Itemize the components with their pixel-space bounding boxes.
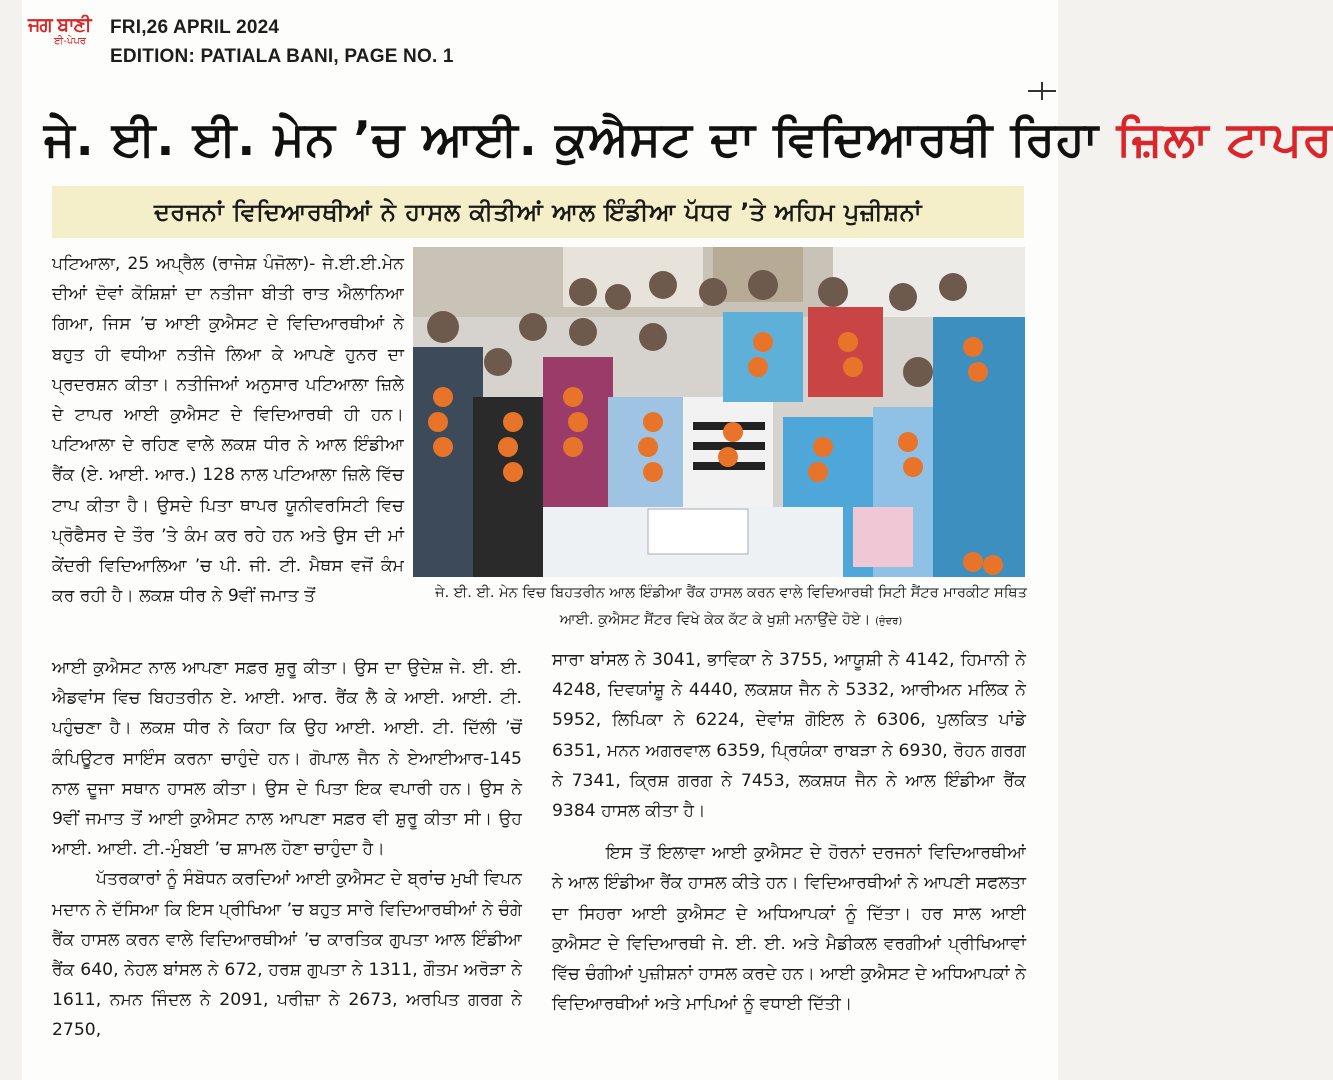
paragraph-1: ਆਈ ਕੁਐਸਟ ਨਾਲ ਆਪਣਾ ਸਫ਼ਰ ਸ਼ੁਰੂ ਕੀਤਾ। ਉਸ ਦਾ ਉਦੇਸ਼ ਜੇ. ਈ. ਈ. ਐਡਵਾਂਸ ਵਿਚ ਬਿਹਤਰੀਨ ਏ. ਆਈ. ਆਰ. ਰੈਂਕ ਲੈ ਕੇ ਆਈ. ਆਈ. ਟੀ. ਪਹੁੰਚਣਾ ਹੈ। ਲਕਸ਼ ਧੀਰ ਨੇ ਕਿਹਾ ਕਿ ਉਹ ਆਈ. ਆਈ. ਟੀ. ਦਿੱਲੀ ’ਚੋਂ ਕੰਪਿਊਟਰ ਸਾਇੰਸ ਕਰਨਾ ਚਾਹੁੰਦੇ ਹਨ। ਗੋਪਾਲ ਜੈਨ ਨੇ ਏਆਈਆਰ-145 ਨਾਲ ਦੂਜਾ ਸਥਾਨ ਹਾਸਲ ਕੀਤਾ। ਉਸ ਦੇ ਪਿਤਾ ਇਕ ਵਪਾਰੀ ਹਨ। ਉਸ ਨੇ 9ਵੀਂ ਜਮਾਤ ਤੋਂ ਆਈ ਕੁਐਸਟ ਨਾਲ ਆਪਣਾ ਸਫ਼ਰ ਵੀ ਸ਼ੁਰੂ ਕੀਤਾ ਸੀ। ਉਹ ਆਈ. ਆਈ. ਟੀ.-ਮੁੰਬਈ ’ਚ ਸ਼ਾਮਲ ਹੋਣਾ ਚਾਹੁੰਦਾ ਹੈ।	[52, 658, 522, 860]
date-line: FRI,26 APRIL 2024	[110, 17, 280, 38]
photo-caption	[434, 580, 1028, 635]
article-column-1-bottom	[52, 653, 522, 1046]
paragraph-3: ਸਾਰਾ ਬਾਂਸਲ ਨੇ 3041, ਭਾਵਿਕਾ ਨੇ 3755, ਆਯੂਸ਼ੀ ਨੇ 4142, ਹਿਮਾਨੀ ਨੇ 4248, ਦਿਵਯਾਂਸ਼ੂ ਨੇ 4440, ਲਕਸ਼ਯ ਜੈਨ ਨੇ 5332, ਆਰੀਅਨ ਮਲਿਕ ਨੇ 5952, ਲਿਪਿਕਾ ਨੇ 6224, ਦੇਵਾਂਸ਼ ਗੋਇਲ ਨੇ 6306, ਪੁਲਕਿਤ ਪਾਂਡੇ 6351, ਮਨਨ ਅਗਰਵਾਲ 6359, ਪ੍ਰਿਯੰਕਾ ਰਾਬੜਾ ਨੇ 6930, ਰੋਹਨ ਗਰਗ ਨੇ 7341, ਕ੍ਰਿਸ਼ ਗਰਗ ਨੇ 7453, ਲਕਸ਼ਯ ਜੈਨ ਨੇ ਆਲ ਇੰਡੀਆ ਰੈਂਕ 9384 ਹਾਸਲ ਕੀਤਾ ਹੈ।	[552, 650, 1026, 822]
article-photo	[413, 247, 1025, 577]
article-subheadline: ਦਰਜਨਾਂ ਵਿਦਿਆਰਥੀਆਂ ਨੇ ਹਾਸਲ ਕੀਤੀਆਂ ਆਲ ਇੰਡੀਆ ਪੱਧਰ ’ਤੇ ਅਹਿਮ ਪੁਜ਼ੀਸ਼ਨਾਂ	[52, 186, 1024, 238]
students-photo-illustration	[413, 247, 1025, 577]
article-column-1-top: ਪਟਿਆਲਾ, 25 ਅਪ੍ਰੈਲ (ਰਾਜੇਸ਼ ਪੰਜੋਲਾ)- ਜੇ.ਈ.ਈ.ਮੇਨ ਦੀਆਂ ਦੋਵਾਂ ਕੋਸ਼ਿਸ਼ਾਂ ਦਾ ਨਤੀਜਾ ਬੀਤੀ ਰਾਤ ਐਲਾਨਿਆ ਗਿਆ, ਜਿਸ ’ਚ ਆਈ ਕੁਐਸਟ ਦੇ ਵਿਦਿਆਰਥੀਆਂ ਨੇ ਬਹੁਤ ਹੀ ਵਧੀਆ ਨਤੀਜੇ ਲਿਆ ਕੇ ਆਪਣੇ ਹੁਨਰ ਦਾ ਪ੍ਰਦਰਸ਼ਨ ਕੀਤਾ। ਨਤੀਜਿਆਂ ਅਨੁਸਾਰ ਪਟਿਆਲਾ ਜ਼ਿਲੇ ਦੇ ਟਾਪਰ ਆਈ ਕੁਐਸਟ ਦੇ ਵਿਦਿਆਰਥੀ ਹੀ ਹਨ। ਪਟਿਆਲਾ ਦੇ ਰਹਿਣ ਵਾਲੇ ਲਕਸ਼ ਧੀਰ ਨੇ ਆਲ ਇੰਡੀਆ ਰੈਂਕ (ਏ. ਆਈ. ਆਰ.) 128 ਨਾਲ ਪਟਿਆਲਾ ਜ਼ਿਲੇ ਵਿੱਚ ਟਾਪ ਕੀਤਾ ਹੈ। ਉਸਦੇ ਪਿਤਾ ਥਾਪਰ ਯੂਨੀਵਰਸਿਟੀ ਵਿਚ ਪ੍ਰੋਫੈਸਰ ਦੇ ਤੌਰ ’ਤੇ ਕੰਮ ਕਰ ਰਹੇ ਹਨ ਅਤੇ ਉਸ ਦੀ ਮਾਂ ਕੇਂਦਰੀ ਵਿਦਿਆਲਿਆ ’ਚ ਪੀ. ਜੀ. ਟੀ. ਮੈਥਸ ਵਜੋਂ ਕੰਮ ਕਰ ਰਹੀ ਹੈ। ਲਕਸ਼ ਧੀਰ ਨੇ 9ਵੀਂ ਜਮਾਤ ਤੋਂ	[52, 254, 404, 607]
crop-mark	[1028, 82, 1056, 100]
paragraph-4: ਇਸ ਤੋਂ ਇਲਾਵਾ ਆਈ ਕੁਐਸਟ ਦੇ ਹੋਰਨਾਂ ਦਰਜਨਾਂ ਵਿਦਿਆਰਥੀਆਂ ਨੇ ਆਲ ਇੰਡੀਆ ਰੈਂਕ ਹਾਸਲ ਕੀਤੇ ਹਨ। ਵਿਦਿਆਰਥੀਆਂ ਨੇ ਆਪਣੀ ਸਫਲਤਾ ਦਾ ਸਿਹਰਾ ਆਈ ਕੁਐਸਟ ਦੇ ਅਧਿਆਪਕਾਂ ਨੂੰ ਦਿੱਤਾ। ਹਰ ਸਾਲ ਆਈ ਕੁਐਸਟ ਦੇ ਵਿਦਿਆਰਥੀ ਜੇ. ਈ. ਈ. ਅਤੇ ਮੈਡੀਕਲ ਵਰਗੀਆਂ ਪ੍ਰੀਖਿਆਵਾਂ ਵਿੱਚ ਚੰਗੀਆਂ ਪੁਜ਼ੀਸ਼ਨਾਂ ਹਾਸਲ ਕਰਦੇ ਹਨ। ਆਈ ਕੁਐਸਟ ਦੇ ਅਧਿਆਪਕਾਂ ਨੇ ਵਿਦਿਆਰਥੀਆਂ ਅਤੇ ਮਾਪਿਆਂ ਨੂੰ ਵਧਾਈ ਦਿੱਤੀ।	[552, 843, 1026, 1015]
headline-highlight: ਜ਼ਿਲਾ ਟਾਪਰ	[1116, 112, 1333, 167]
paragraph-2: ਪੱਤਰਕਾਰਾਂ ਨੂੰ ਸੰਬੋਧਨ ਕਰਦਿਆਂ ਆਈ ਕੁਐਸਟ ਦੇ ਬ੍ਰਾਂਚ ਮੁਖੀ ਵਿਪਨ ਮਦਾਨ ਨੇ ਦੱਸਿਆ ਕਿ ਇਸ ਪ੍ਰੀਖਿਆ ’ਚ ਬਹੁਤ ਸਾਰੇ ਵਿਦਿਆਰਥੀਆਂ ਨੇ ਚੰਗੇ ਰੈਂਕ ਹਾਸਲ ਕਰਨ ਵਾਲੇ ਵਿਦਿਆਰਥੀਆਂ ’ਚ ਕਾਰਤਿਕ ਗੁਪਤਾ ਆਲ ਇੰਡੀਆ ਰੈਂਕ 640, ਨੇਹਲ ਬਾਂਸਲ ਨੇ 672, ਹਰਸ਼ ਗੁਪਤਾ ਨੇ 1311, ਗੌਤਮ ਅਰੋੜਾ ਨੇ 1611, ਨਮਨ ਜਿੰਦਲ ਨੇ 2091, ਪਰੀਜ਼ਾ ਨੇ 2673, ਅਰਪਿਤ ਗਰਗ ਨੇ 2750,	[52, 869, 522, 1041]
logo-subtext: ਈ-ਪੇਪਰ	[54, 36, 86, 47]
photo-credit: (ਜੁੰਦਰ)	[875, 616, 903, 627]
logo-text: ਜਗ ਬਾਣੀ	[28, 14, 91, 36]
headline-main: ਜੇ. ਈ. ਈ. ਮੇਨ ’ਚ ਆਈ. ਕੁਐਸਟ ਦਾ ਵਿਦਿਆਰਥੀ ਰਿਹਾ	[44, 112, 1117, 167]
edition-line: EDITION: PATIALA BANI, PAGE NO. 1	[110, 46, 454, 67]
jagbani-logo	[28, 14, 100, 84]
caption-text: ਜੇ. ਈ. ਈ. ਮੇਨ ਵਿਚ ਬਿਹਤਰੀਨ ਆਲ ਇੰਡੀਆ ਰੈਂਕ ਹਾਸਲ ਕਰਨ ਵਾਲੇ ਵਿਦਿਆਰਥੀ ਸਿਟੀ ਸੈਂਟਰ ਮਾਰਕੀਟ ਸਥਿਤ ਆਈ. ਕੁਐਸਟ ਸੈਂਟਰ ਵਿਖੇ ਕੇਕ ਕੱਟ ਕੇ ਖੁਸ਼ੀ ਮਨਾਉਂਦੇ ਹੋਏ।	[435, 585, 1027, 628]
article-headline	[44, 100, 1333, 180]
article-column-2	[552, 645, 1026, 1019]
edition-info	[110, 13, 454, 71]
